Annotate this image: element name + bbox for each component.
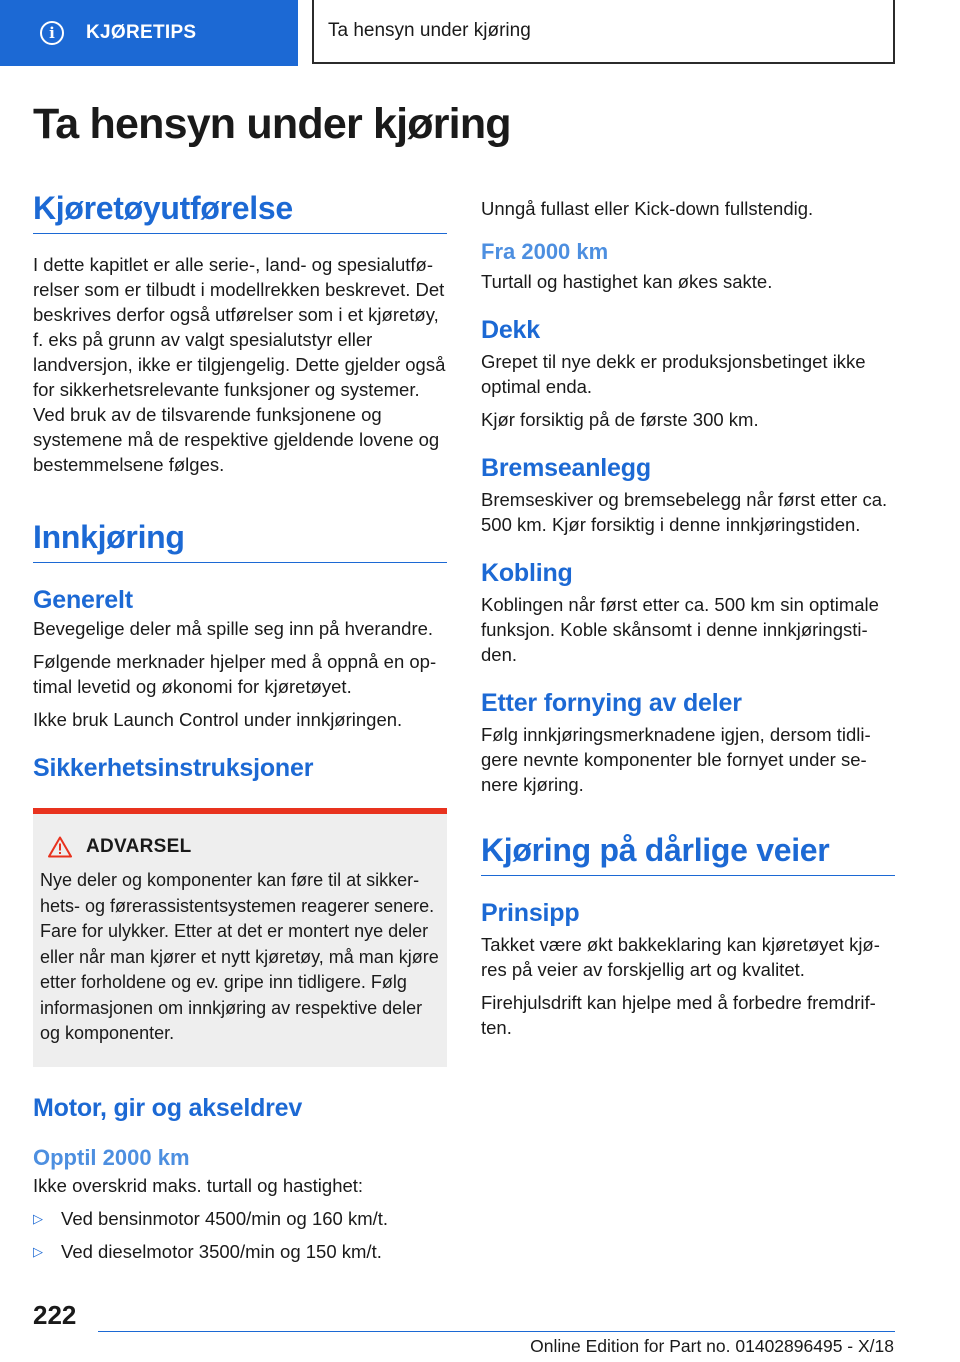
warning-triangle-icon [48,836,72,858]
paragraph-tires-1: Grepet til nye dekk er produksjonsbetinget ikke optimal enda. [481,351,866,397]
paragraph-after-parts: Følg innkjøringsmerknadene igjen, dersom tidligere nevnte komponenter ble fornyet under senere kjøring. [481,724,871,795]
right-column [481,190,895,1040]
section-title-vehicle-variant: Kjøretøyutførelse [33,190,447,234]
paragraph-brakes: Bremseskiver og bremsebelegg når først etter ca. 500 km. Kjør forsiktig i denne innkjøringstiden. [481,489,888,535]
subtitle-safety: Sikkerhetsinstruksjoner [33,754,314,782]
left-column [33,190,447,1264]
page-topic-box [312,0,895,64]
subtitle-general: Generelt [33,586,133,614]
paragraph-clutch: Koblingen når først etter ca. 500 km sin optimale funksjon. Koble skånsomt i denne innkjøringstiden. [481,594,879,665]
list-item [33,1239,447,1264]
footer-edition: Online Edition for Part no. 01402896495 - X/18 [530,1336,894,1356]
section-tab[interactable] [0,0,298,66]
top-bar [0,0,960,66]
paragraph-general-2: Følgende merknader hjelper med å oppnå en optimal levetid og økonomi for kjøretøyet. [33,651,437,697]
subtitle-engine-transmission: Motor, gir og akseldrev [33,1093,303,1122]
section-title-break-in: Innkjøring [33,519,447,563]
paragraph-general-3: Ikke bruk Launch Control under innkjøringen. [33,709,403,730]
paragraph-general-1: Bevegelige deler må spille seg inn på hverandre. [33,618,434,639]
list-item-text: Ved bensinmotor 4500/min og 160 km/t. [61,1207,389,1229]
subtitle-tires: Dekk [481,316,540,344]
subtitle-clutch: Kobling [481,559,573,587]
paragraph-tires-2: Kjør forsiktig på de første 300 km. [481,409,759,430]
warning-header [40,836,439,858]
warning-text: Nye deler og komponenter kan føre til at sikkerhets- og førerassistentsystemen reagerer senere. Fare for ulykker. Etter at det er montert nye deler eller når man kjører et nytt kjøretøy, må man kjøre etter forholdene og ev. gripe inn tidligere. Følg informasjonen om innkjøring av respektive deler og komponenter. [40,870,439,1043]
triangle-bullet-icon: ▷ [33,1243,43,1259]
subtitle-brakes: Bremseanlegg [481,454,651,482]
section-title-bad-roads: Kjøring på dårlige veier [481,832,895,876]
subtitle-after-parts: Etter fornying av deler [481,689,742,717]
list-item [33,1206,447,1231]
list-item-text: Ved dieselmotor 3500/min og 150 km/t. [61,1240,382,1262]
subtitle-up-to-2000: Opptil 2000 km [33,1144,190,1170]
paragraph-principle-1: Takket være økt bakkeklaring kan kjøretøyet kjøres på veier av forskjellig art og kvalitet. [481,934,880,980]
page-topic-label: Ta hensyn under kjøring [328,20,531,41]
paragraph-vehicle-variant: I dette kapitlet er alle serie-, land- og spesialutførelser som er tilbudt i modellrekken beskrevet. Det beskrives derfor også utførelser som i et kjøretøy, f. eks på grunn av valgt spesialutstyr eller landversjon, ikke er tilgjengelig. Dette gjelder også for sikkerhetsrelevante funksjoner og systemer. Ved bruk av de tilsvarende funksjonene og systemene må de respektive gjeldende lovene og bestemmelsene følges. [33,254,446,475]
paragraph-principle-2: Firehjulsdrift kan hjelpe med å forbedre fremdriften. [481,992,876,1038]
triangle-bullet-icon: ▷ [33,1210,43,1226]
paragraph-from-2000: Turtall og hastighet kan økes sakte. [481,271,773,292]
footer-divider [98,1331,895,1332]
info-icon: i [40,21,64,45]
paragraph-kickdown: Unngå fullast eller Kick-down fullstendig. [481,198,814,219]
subtitle-principle: Prinsipp [481,899,580,927]
paragraph-up-to-2000: Ikke overskrid maks. turtall og hastighet: [33,1174,364,1196]
subtitle-from-2000: Fra 2000 km [481,239,609,264]
page-title: Ta hensyn under kjøring [33,100,511,148]
section-tab-label: KJØRETIPS [86,22,197,43]
warning-label: ADVARSEL [86,836,192,857]
warning-box [33,808,447,1067]
page-number: 222 [33,1300,77,1330]
